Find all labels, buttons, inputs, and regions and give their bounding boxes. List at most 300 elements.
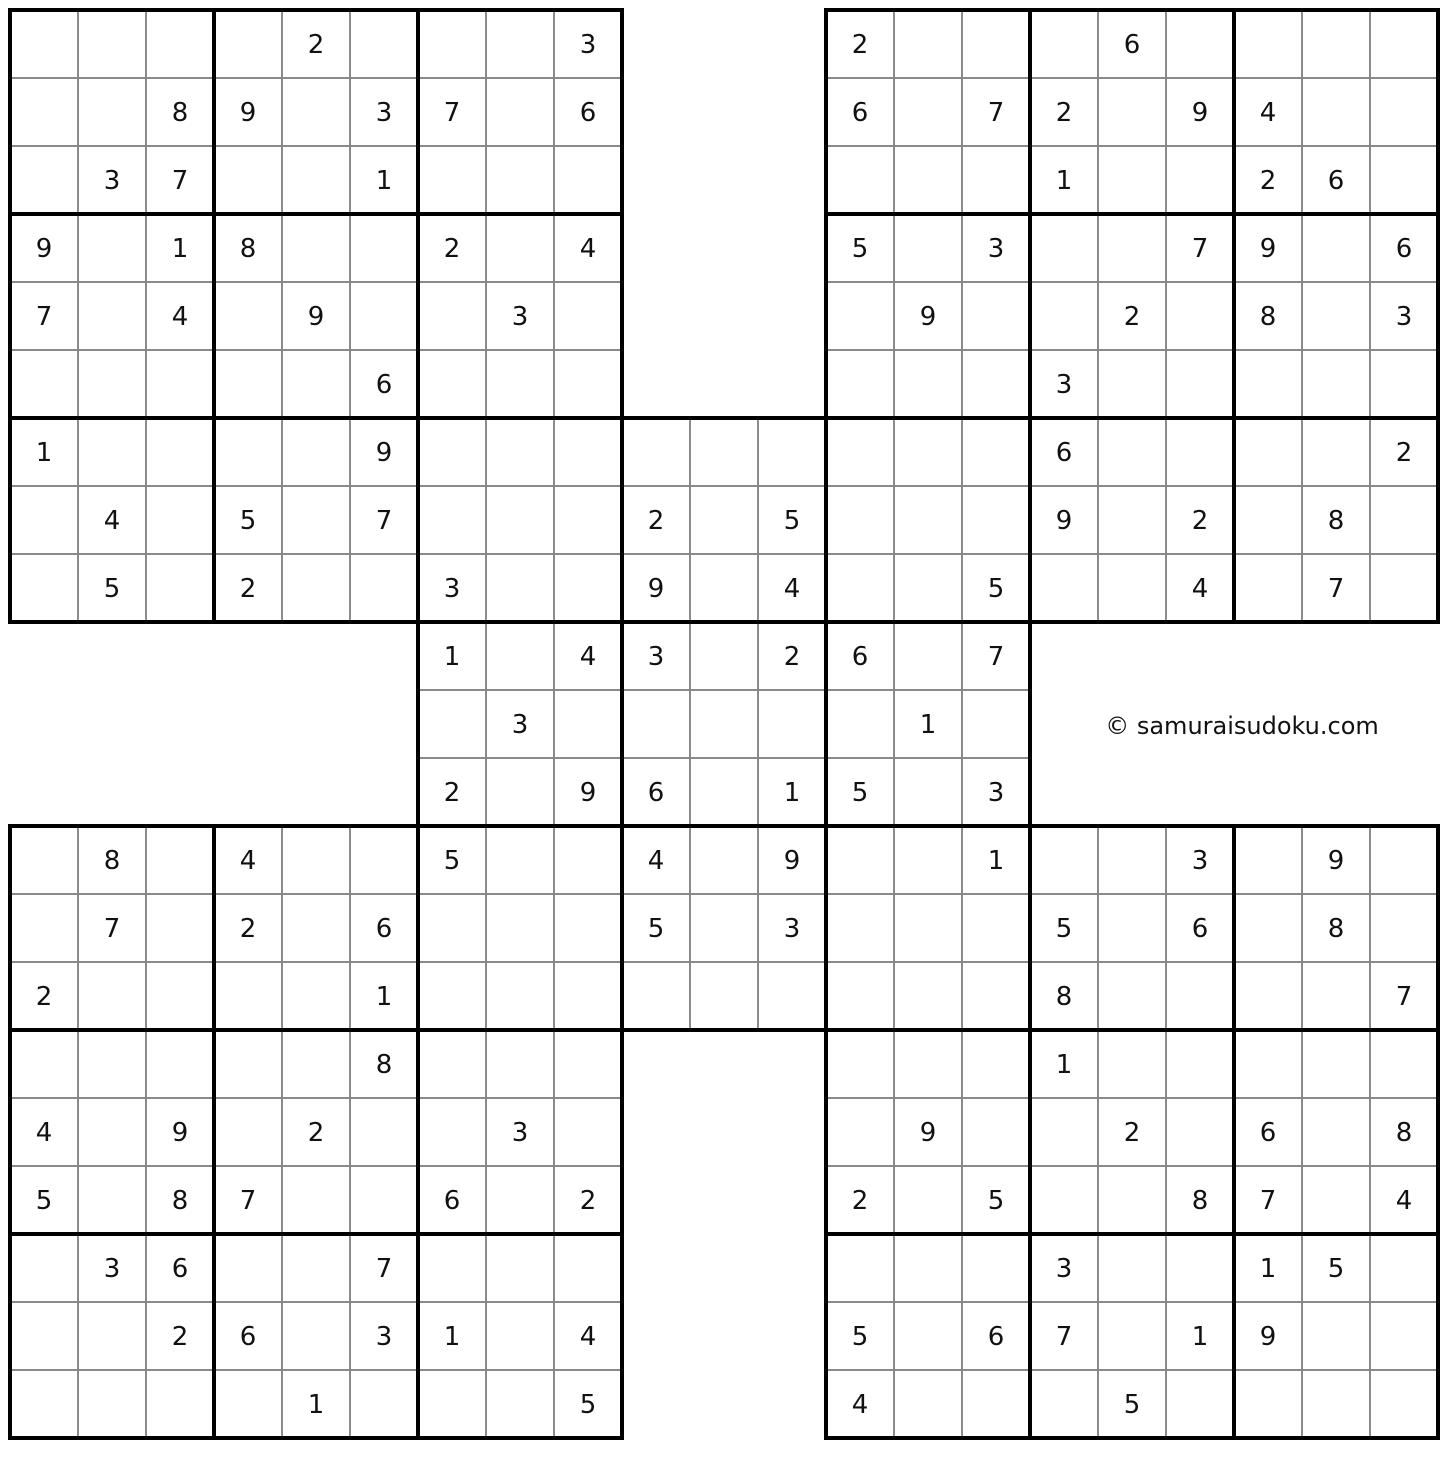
sudoku-cell[interactable] [826,826,894,894]
sudoku-cell[interactable] [282,554,350,622]
sudoku-cell[interactable] [282,146,350,214]
sudoku-cell[interactable] [1302,350,1370,418]
sudoku-cell[interactable] [78,1302,146,1370]
given-digit: 7 [1395,982,1413,1012]
sudoku-cell[interactable] [10,486,78,554]
sudoku-cell[interactable] [418,282,486,350]
sudoku-cell[interactable] [1030,1098,1098,1166]
sudoku-cell[interactable] [78,1166,146,1234]
given-digit: 4 [783,574,801,604]
given-digit: 9 [1191,98,1209,128]
sudoku-cell[interactable] [486,1166,554,1234]
sudoku-cell[interactable] [418,1030,486,1098]
sudoku-cell[interactable] [894,826,962,894]
sudoku-cell[interactable] [1030,282,1098,350]
sudoku-cell[interactable] [146,1030,214,1098]
sudoku-cell[interactable] [1234,554,1302,622]
sudoku-cell[interactable] [282,418,350,486]
given-digit: 4 [35,1118,53,1148]
given-digit: 8 [1191,1186,1209,1216]
sudoku-cell[interactable] [554,962,622,1030]
sudoku-cell[interactable] [554,1234,622,1302]
sudoku-cell[interactable] [282,1234,350,1302]
given-digit: 5 [647,914,665,944]
sudoku-cell[interactable] [350,214,418,282]
sudoku-cell[interactable] [1098,1302,1166,1370]
sudoku-cell[interactable] [214,1030,282,1098]
sudoku-cell[interactable] [486,350,554,418]
sudoku-cell[interactable] [1302,1166,1370,1234]
sudoku-cell[interactable] [1302,1302,1370,1370]
sudoku-cell[interactable] [962,894,1030,962]
sudoku-cell[interactable] [10,554,78,622]
sudoku-cell[interactable] [1234,826,1302,894]
sudoku-cell[interactable] [486,214,554,282]
given-digit: 2 [579,1186,597,1216]
sudoku-cell[interactable] [1370,350,1438,418]
sudoku-cell[interactable] [894,758,962,826]
given-digit: 5 [987,574,1005,604]
sudoku-cell[interactable] [1234,350,1302,418]
sudoku-cell[interactable] [1098,894,1166,962]
sudoku-cell[interactable] [554,146,622,214]
sudoku-cell[interactable] [962,282,1030,350]
sudoku-cell[interactable] [78,418,146,486]
given-digit: 5 [851,1322,869,1352]
sudoku-cell[interactable] [1166,146,1234,214]
sudoku-cell[interactable] [78,962,146,1030]
given-digit: 9 [579,778,597,808]
sudoku-cell[interactable] [10,10,78,78]
sudoku-cell[interactable] [10,146,78,214]
sudoku-cell[interactable] [1370,1234,1438,1302]
given-digit: 7 [1055,1322,1073,1352]
given-digit: 4 [1395,1186,1413,1216]
sudoku-cell[interactable] [418,1098,486,1166]
sudoku-cell[interactable] [486,78,554,146]
given-digit: 2 [171,1322,189,1352]
sudoku-cell[interactable] [554,350,622,418]
sudoku-cell[interactable] [486,894,554,962]
sudoku-cell[interactable] [962,350,1030,418]
sudoku-cell[interactable] [146,486,214,554]
sudoku-cell[interactable] [1370,10,1438,78]
sudoku-cell[interactable] [282,1030,350,1098]
sudoku-cell[interactable] [962,146,1030,214]
sudoku-cell[interactable] [690,486,758,554]
sudoku-cell[interactable] [418,962,486,1030]
sudoku-cell[interactable] [1234,962,1302,1030]
given-digit: 7 [1191,234,1209,264]
sudoku-cell[interactable] [350,826,418,894]
given-digit: 3 [375,98,393,128]
given-digit: 1 [1191,1322,1209,1352]
sudoku-cell[interactable] [486,486,554,554]
sudoku-cell[interactable] [690,622,758,690]
given-digit: 9 [35,234,53,264]
sudoku-cell[interactable] [1234,10,1302,78]
sudoku-cell[interactable] [146,1370,214,1438]
sudoku-cell[interactable] [894,962,962,1030]
sudoku-cell[interactable] [282,962,350,1030]
given-digit: 8 [1395,1118,1413,1148]
given-digit: 2 [1395,438,1413,468]
sudoku-cell[interactable] [1166,282,1234,350]
sudoku-cell[interactable] [826,486,894,554]
sudoku-cell[interactable] [486,1234,554,1302]
given-digit: 1 [443,642,461,672]
sudoku-cell[interactable] [282,486,350,554]
sudoku-cell[interactable] [486,962,554,1030]
sudoku-cell[interactable] [350,1098,418,1166]
sudoku-cell[interactable] [690,758,758,826]
sudoku-cell[interactable] [1030,554,1098,622]
given-digit: 4 [171,302,189,332]
sudoku-cell[interactable] [418,418,486,486]
sudoku-cell[interactable] [418,690,486,758]
given-digit: 1 [1259,1254,1277,1284]
sudoku-cell[interactable] [1302,1370,1370,1438]
sudoku-cell[interactable] [622,690,690,758]
sudoku-cell[interactable] [826,282,894,350]
sudoku-cell[interactable] [894,554,962,622]
sudoku-cell[interactable] [1098,486,1166,554]
sudoku-cell[interactable] [1098,350,1166,418]
given-digit: 3 [987,778,1005,808]
sudoku-cell[interactable] [1098,1030,1166,1098]
sudoku-cell[interactable] [1370,1030,1438,1098]
sudoku-cell[interactable] [962,1098,1030,1166]
sudoku-cell[interactable] [418,894,486,962]
sudoku-cell[interactable] [486,418,554,486]
sudoku-cell[interactable] [758,690,826,758]
sudoku-cell[interactable] [826,1098,894,1166]
sudoku-cell[interactable] [10,894,78,962]
sudoku-cell[interactable] [1302,214,1370,282]
sudoku-cell[interactable] [486,10,554,78]
sudoku-cell[interactable] [1166,962,1234,1030]
sudoku-cell[interactable] [1370,78,1438,146]
sudoku-cell[interactable] [1166,350,1234,418]
given-digit: 1 [35,438,53,468]
sudoku-cell[interactable] [894,1030,962,1098]
sudoku-cell[interactable] [1370,1370,1438,1438]
sudoku-cell[interactable] [894,894,962,962]
sudoku-cell[interactable] [758,418,826,486]
sudoku-cell[interactable] [962,486,1030,554]
sudoku-cell[interactable] [690,554,758,622]
sudoku-cell[interactable] [894,78,962,146]
sudoku-cell[interactable] [1166,1098,1234,1166]
sudoku-cell[interactable] [690,690,758,758]
sudoku-cell[interactable] [1030,1166,1098,1234]
sudoku-cell[interactable] [78,1030,146,1098]
sudoku-cell[interactable] [1302,418,1370,486]
sudoku-cell[interactable] [554,1098,622,1166]
given-digit: 3 [1055,1254,1073,1284]
sudoku-cell[interactable] [214,1370,282,1438]
sudoku-cell[interactable] [1302,962,1370,1030]
sudoku-cell[interactable] [10,1302,78,1370]
sudoku-cell[interactable] [1166,418,1234,486]
sudoku-cell[interactable] [78,214,146,282]
sudoku-cell[interactable] [214,282,282,350]
sudoku-cell[interactable] [282,1166,350,1234]
given-digit: 5 [579,1390,597,1420]
sudoku-cell[interactable] [826,554,894,622]
sudoku-cell[interactable] [554,690,622,758]
sudoku-cell[interactable] [622,418,690,486]
sudoku-cell[interactable] [1166,10,1234,78]
sudoku-cell[interactable] [1098,418,1166,486]
sudoku-cell[interactable] [10,350,78,418]
sudoku-cell[interactable] [826,146,894,214]
sudoku-cell[interactable] [214,418,282,486]
sudoku-cell[interactable] [146,826,214,894]
sudoku-cell[interactable] [826,894,894,962]
sudoku-cell[interactable] [10,1030,78,1098]
sudoku-cell[interactable] [1098,962,1166,1030]
sudoku-cell[interactable] [1098,78,1166,146]
sudoku-cell[interactable] [418,1370,486,1438]
given-digit: 1 [375,166,393,196]
sudoku-cell[interactable] [1166,1370,1234,1438]
sudoku-cell[interactable] [214,350,282,418]
sudoku-cell[interactable] [554,486,622,554]
sudoku-cell[interactable] [214,146,282,214]
sudoku-cell[interactable] [282,894,350,962]
sudoku-cell[interactable] [554,1030,622,1098]
sudoku-cell[interactable] [214,962,282,1030]
sudoku-cell[interactable] [962,962,1030,1030]
sudoku-cell[interactable] [894,350,962,418]
sudoku-cell[interactable] [282,78,350,146]
sudoku-cell[interactable] [622,962,690,1030]
given-digit: 7 [1259,1186,1277,1216]
sudoku-cell[interactable] [962,1370,1030,1438]
sudoku-cell[interactable] [962,418,1030,486]
given-digit: 8 [171,98,189,128]
given-digit: 3 [375,1322,393,1352]
sudoku-cell[interactable] [486,146,554,214]
sudoku-cell[interactable] [78,1098,146,1166]
sudoku-cell[interactable] [554,554,622,622]
sudoku-cell[interactable] [350,554,418,622]
given-digit: 5 [783,506,801,536]
given-digit: 5 [1123,1390,1141,1420]
sudoku-cell[interactable] [962,1030,1030,1098]
given-digit: 1 [443,1322,461,1352]
sudoku-cell[interactable] [894,1166,962,1234]
given-digit: 9 [375,438,393,468]
sudoku-cell[interactable] [78,10,146,78]
sudoku-cell[interactable] [894,146,962,214]
sudoku-cell[interactable] [894,1370,962,1438]
sudoku-cell[interactable] [826,690,894,758]
sudoku-cell[interactable] [962,10,1030,78]
sudoku-cell[interactable] [486,758,554,826]
sudoku-cell[interactable] [826,1234,894,1302]
given-digit: 3 [511,302,529,332]
sudoku-cell[interactable] [554,826,622,894]
given-digit: 6 [579,98,597,128]
sudoku-cell[interactable] [1302,1098,1370,1166]
sudoku-cell[interactable] [1302,1030,1370,1098]
given-digit: 2 [783,642,801,672]
sudoku-cell[interactable] [1370,146,1438,214]
sudoku-cell[interactable] [1234,894,1302,962]
given-digit: 9 [1259,1322,1277,1352]
sudoku-cell[interactable] [690,826,758,894]
sudoku-cell[interactable] [1370,486,1438,554]
sudoku-cell[interactable] [10,78,78,146]
given-digit: 1 [307,1390,325,1420]
given-digit: 1 [987,846,1005,876]
sudoku-cell[interactable] [1098,1234,1166,1302]
sudoku-cell[interactable] [486,554,554,622]
sudoku-cell[interactable] [894,622,962,690]
sudoku-cell[interactable] [1098,826,1166,894]
sudoku-cell[interactable] [418,350,486,418]
sudoku-cell[interactable] [1030,214,1098,282]
given-digit: 6 [1123,30,1141,60]
sudoku-cell[interactable] [1098,146,1166,214]
given-digit: 7 [103,914,121,944]
sudoku-cell[interactable] [10,1370,78,1438]
sudoku-cell[interactable] [1370,554,1438,622]
sudoku-cell[interactable] [690,894,758,962]
given-digit: 2 [1259,166,1277,196]
given-digit: 7 [987,642,1005,672]
sudoku-cell[interactable] [350,1370,418,1438]
sudoku-cell[interactable] [1234,486,1302,554]
sudoku-cell[interactable] [418,10,486,78]
sudoku-cell[interactable] [1098,554,1166,622]
given-digit: 7 [375,506,393,536]
sudoku-cell[interactable] [894,1302,962,1370]
sudoku-cell[interactable] [1098,1166,1166,1234]
given-digit: 5 [443,846,461,876]
given-digit: 4 [1259,98,1277,128]
sudoku-cell[interactable] [78,350,146,418]
sudoku-cell[interactable] [1302,282,1370,350]
sudoku-cell[interactable] [78,282,146,350]
given-digit: 6 [375,370,393,400]
sudoku-cell[interactable] [214,10,282,78]
sudoku-cell[interactable] [826,962,894,1030]
given-digit: 6 [443,1186,461,1216]
sudoku-cell[interactable] [78,1370,146,1438]
given-digit: 9 [647,574,665,604]
sudoku-cell[interactable] [214,1234,282,1302]
sudoku-cell[interactable] [826,418,894,486]
given-digit: 4 [239,846,257,876]
given-digit: 8 [1055,982,1073,1012]
sudoku-cell[interactable] [1030,1370,1098,1438]
sudoku-cell[interactable] [826,350,894,418]
sudoku-cell[interactable] [826,1030,894,1098]
sudoku-cell[interactable] [486,1030,554,1098]
sudoku-cell[interactable] [486,1302,554,1370]
sudoku-cell[interactable] [894,418,962,486]
sudoku-cell[interactable] [418,146,486,214]
sudoku-cell[interactable] [554,894,622,962]
sudoku-cell[interactable] [1030,10,1098,78]
sudoku-cell[interactable] [894,486,962,554]
sudoku-cell[interactable] [214,1098,282,1166]
given-digit: 3 [783,914,801,944]
sudoku-cell[interactable] [554,418,622,486]
sudoku-cell[interactable] [894,214,962,282]
sudoku-cell[interactable] [282,826,350,894]
sudoku-cell[interactable] [690,418,758,486]
sudoku-cell[interactable] [894,1234,962,1302]
sudoku-cell[interactable] [10,826,78,894]
sudoku-cell[interactable] [78,78,146,146]
given-digit: 6 [647,778,665,808]
sudoku-cell[interactable] [1030,826,1098,894]
sudoku-cell[interactable] [1302,10,1370,78]
sudoku-cell[interactable] [1234,418,1302,486]
given-digit: 5 [1327,1254,1345,1284]
sudoku-cell[interactable] [554,282,622,350]
sudoku-cell[interactable] [1370,826,1438,894]
sudoku-cell[interactable] [1098,214,1166,282]
sudoku-cell[interactable] [350,1166,418,1234]
sudoku-cell[interactable] [1234,1030,1302,1098]
given-digit: 9 [171,1118,189,1148]
given-digit: 3 [987,234,1005,264]
given-digit: 5 [851,234,869,264]
sudoku-cell[interactable] [146,10,214,78]
sudoku-cell[interactable] [1166,1030,1234,1098]
sudoku-cell[interactable] [1234,1370,1302,1438]
given-digit: 6 [239,1322,257,1352]
given-digit: 2 [1191,506,1209,536]
sudoku-cell[interactable] [350,10,418,78]
sudoku-cell[interactable] [758,962,826,1030]
sudoku-cell[interactable] [486,1370,554,1438]
given-digit: 6 [851,642,869,672]
given-digit: 2 [443,778,461,808]
sudoku-cell[interactable] [486,622,554,690]
sudoku-cell[interactable] [690,962,758,1030]
sudoku-cell[interactable] [146,962,214,1030]
sudoku-cell[interactable] [1166,1234,1234,1302]
given-digit: 3 [103,1254,121,1284]
sudoku-cell[interactable] [1302,78,1370,146]
sudoku-cell[interactable] [282,350,350,418]
sudoku-cell[interactable] [282,214,350,282]
sudoku-cell[interactable] [146,554,214,622]
sudoku-cell[interactable] [894,10,962,78]
sudoku-cell[interactable] [350,282,418,350]
sudoku-cell[interactable] [146,418,214,486]
sudoku-cell[interactable] [146,894,214,962]
given-digit: 3 [511,1118,529,1148]
sudoku-cell[interactable] [10,1234,78,1302]
sudoku-cell[interactable] [146,350,214,418]
sudoku-cell[interactable] [1370,1302,1438,1370]
sudoku-cell[interactable] [962,690,1030,758]
sudoku-cell[interactable] [282,1302,350,1370]
sudoku-cell[interactable] [1370,894,1438,962]
sudoku-cell[interactable] [486,826,554,894]
sudoku-cell[interactable] [962,1234,1030,1302]
sudoku-cell[interactable] [418,1234,486,1302]
sudoku-cell[interactable] [418,486,486,554]
given-digit: 6 [1055,438,1073,468]
